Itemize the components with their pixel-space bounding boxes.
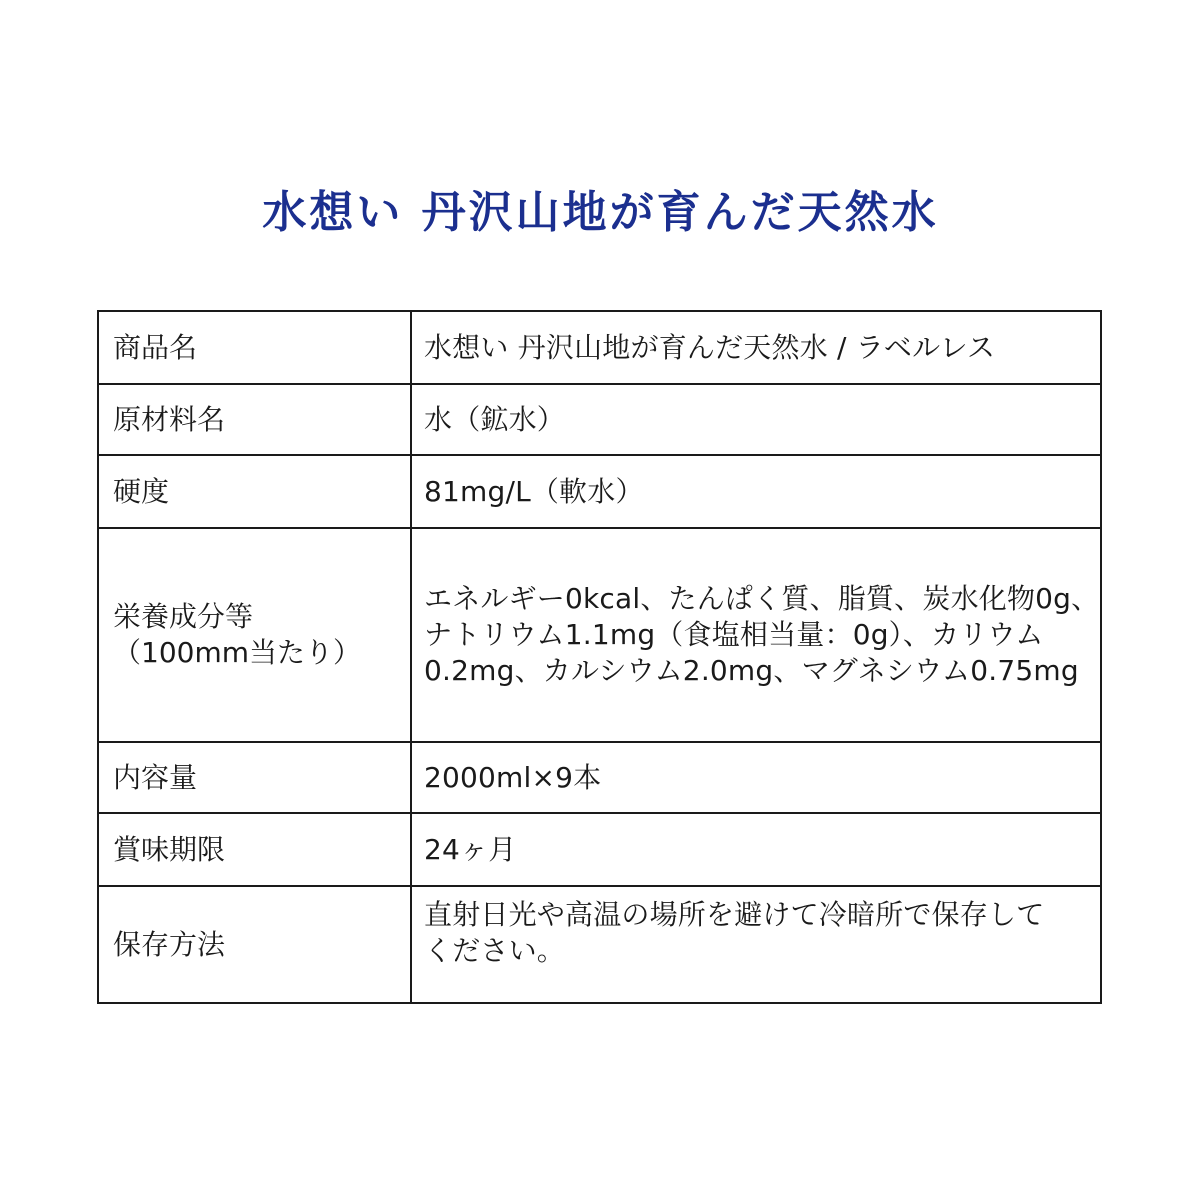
table-row	[98, 311, 1101, 384]
table-row	[98, 384, 1101, 455]
row-value-storage	[411, 886, 1101, 1003]
row-value-contents: 2000ml×9本	[411, 742, 1101, 813]
row-label-nutrition	[98, 528, 411, 742]
row-value-ingredients: 水（鉱水）	[411, 384, 1101, 455]
page-title: 水想い 丹沢山地が育んだ天然水	[262, 187, 939, 238]
nutrition-line-2: ナトリウム1.1mg（食塩相当量：0g）、カリウム	[424, 618, 1044, 651]
row-label-hardness: 硬度	[98, 455, 411, 528]
table-row	[98, 813, 1101, 886]
table-row	[98, 742, 1101, 813]
nutrition-line-3: 0.2mg、カルシウム2.0mg、マグネシウム0.75mg	[424, 654, 1079, 687]
table-row	[98, 886, 1101, 1003]
row-value-product-name: 水想い 丹沢山地が育んだ天然水 / ラベルレス	[411, 311, 1101, 384]
row-label-storage: 保存方法	[98, 886, 411, 1003]
product-spec-table	[97, 310, 1102, 1004]
row-label-best-before: 賞味期限	[98, 813, 411, 886]
nutrition-line-1: エネルギー0kcal、たんぱく質、脂質、炭水化物0g、	[424, 582, 1100, 615]
row-value-best-before: 24ヶ月	[411, 813, 1101, 886]
storage-line-2: ください。	[424, 934, 566, 967]
row-value-nutrition	[411, 528, 1101, 742]
storage-line-1: 直射日光や高温の場所を避けて冷暗所で保存して	[424, 898, 1045, 931]
table-row	[98, 455, 1101, 528]
row-label-contents: 内容量	[98, 742, 411, 813]
row-label-ingredients: 原材料名	[98, 384, 411, 455]
nutrition-label-line-2: （100mm当たり）	[113, 636, 361, 669]
row-value-hardness: 81mg/L（軟水）	[411, 455, 1101, 528]
row-label-product-name: 商品名	[98, 311, 411, 384]
nutrition-label-line-1: 栄養成分等	[113, 600, 254, 633]
table-row	[98, 528, 1101, 742]
